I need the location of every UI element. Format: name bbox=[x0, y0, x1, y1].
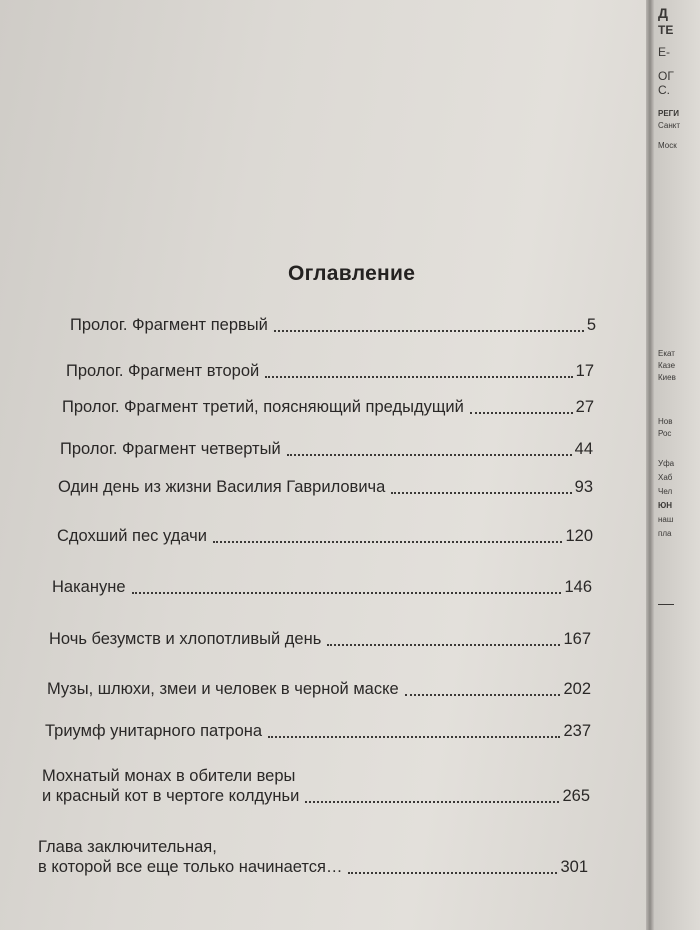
toc-entry bbox=[62, 398, 594, 418]
adjacent-text: Рос bbox=[658, 429, 672, 438]
toc-entry-page: 202 bbox=[563, 680, 591, 698]
adjacent-text: Санкт bbox=[658, 121, 680, 130]
toc-entry bbox=[42, 767, 590, 807]
adjacent-text: Уфа bbox=[658, 459, 675, 468]
toc-entry-label: Сдохший пес удачи bbox=[57, 527, 207, 545]
toc-entry-label-block bbox=[42, 767, 299, 807]
toc-leader-dots bbox=[470, 412, 573, 414]
toc-entry-label: и красный кот в чертоге колдуньи bbox=[42, 786, 300, 805]
toc-leader-dots bbox=[327, 644, 560, 646]
adjacent-text: Чел bbox=[658, 487, 673, 496]
toc-entry bbox=[49, 630, 591, 650]
adjacent-text: С. bbox=[658, 83, 670, 97]
adjacent-text: ОГ bbox=[658, 69, 674, 83]
toc-entry-label: Триумф унитарного патрона bbox=[45, 722, 263, 740]
toc-leader-dots bbox=[132, 592, 562, 594]
adjacent-text: Екат bbox=[658, 349, 675, 358]
toc-entry-label: Пролог. Фрагмент второй bbox=[66, 362, 260, 380]
toc-entry-page: 17 bbox=[575, 362, 594, 380]
adjacent-text: ТЕ bbox=[658, 23, 674, 37]
toc-entry-page: 237 bbox=[563, 722, 591, 740]
adjacent-text: пла bbox=[658, 529, 672, 538]
toc-entry bbox=[47, 680, 591, 700]
adjacent-text: Хаб bbox=[658, 473, 673, 482]
toc-leader-dots bbox=[268, 736, 560, 738]
adjacent-text: Нов bbox=[658, 417, 673, 426]
toc-entry-label: Накануне bbox=[52, 578, 126, 596]
toc-entry bbox=[60, 440, 593, 460]
toc-entry bbox=[58, 478, 593, 498]
toc-entry-label-block bbox=[38, 838, 342, 878]
toc-entry-label: Один день из жизни Василия Гавриловича bbox=[58, 478, 386, 496]
toc-entry-page: 167 bbox=[563, 630, 591, 648]
toc-leader-dots bbox=[348, 872, 557, 874]
adjacent-text: Киев bbox=[658, 373, 676, 382]
toc-title: Оглавление bbox=[288, 262, 416, 285]
toc-leader-dots bbox=[391, 492, 571, 494]
toc-entry-page: 5 bbox=[586, 316, 596, 334]
toc-entry-label: Пролог. Фрагмент первый bbox=[70, 316, 268, 334]
toc-leader-dots bbox=[265, 376, 572, 378]
adjacent-text: Е- bbox=[658, 45, 670, 59]
toc-entry-label: Ночь безумств и хлопотливый день bbox=[49, 630, 322, 648]
toc-leader-dots bbox=[213, 541, 563, 543]
toc-entry bbox=[70, 316, 596, 336]
adjacent-text: наш bbox=[658, 515, 674, 524]
toc-entry-page: 146 bbox=[564, 578, 592, 596]
toc-entry-label: Мохнатый монах в обители веры bbox=[42, 767, 296, 785]
toc-entry bbox=[45, 722, 591, 742]
book-spine bbox=[646, 0, 654, 930]
toc-entry-page: 93 bbox=[574, 478, 593, 496]
toc-entry-label: Пролог. Фрагмент четвертый bbox=[60, 440, 281, 458]
adjacent-text: ЮН bbox=[658, 501, 673, 510]
toc-entry-label: в которой все еще только начинается… bbox=[38, 857, 343, 876]
adjacent-text: Д bbox=[658, 5, 668, 21]
toc-entry-label: Музы, шлюхи, змеи и человек в черной маске bbox=[47, 680, 399, 698]
toc-entry-page: 265 bbox=[562, 786, 590, 805]
toc-entry bbox=[66, 362, 594, 382]
toc-entry-label: Пролог. Фрагмент третий, поясняющий предыдущий bbox=[62, 398, 464, 416]
toc-entry-label: Глава заключительная, bbox=[38, 838, 217, 856]
toc-entry bbox=[38, 838, 588, 878]
toc-entry-page: 44 bbox=[574, 440, 593, 458]
toc-leader-dots bbox=[305, 801, 559, 803]
toc-entry bbox=[57, 527, 593, 547]
adjacent-page bbox=[654, 0, 700, 930]
adjacent-text: Казе bbox=[658, 361, 676, 370]
adjacent-rule bbox=[658, 604, 674, 605]
toc-leader-dots bbox=[405, 694, 561, 696]
toc-leader-dots bbox=[274, 330, 584, 332]
adjacent-text: Моск bbox=[658, 141, 677, 150]
toc-entry-page: 301 bbox=[560, 857, 588, 876]
adjacent-text: РЕГИ bbox=[658, 109, 679, 118]
toc-leader-dots bbox=[287, 454, 572, 456]
toc-entry-page: 27 bbox=[575, 398, 594, 416]
toc-entry-page: 120 bbox=[565, 527, 593, 545]
toc-entry bbox=[52, 578, 592, 598]
